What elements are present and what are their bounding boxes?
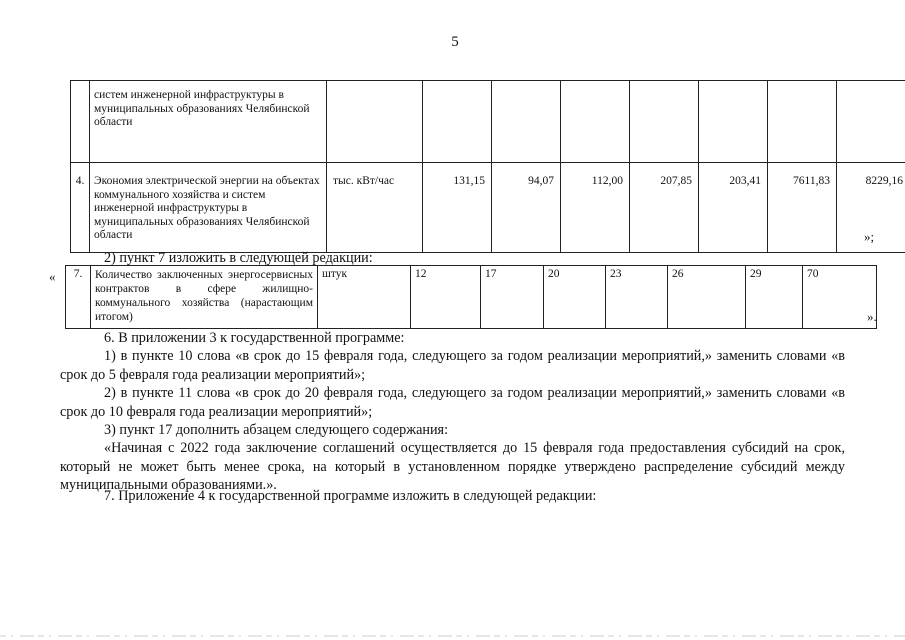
value-cell: 29 [746, 266, 803, 329]
paragraph: 3) пункт 17 дополнить абзацем следующего содержания: [104, 422, 449, 438]
value-cell: 112,00 [561, 163, 630, 253]
value-cell: 207,85 [630, 163, 699, 253]
value-cell: 12 [411, 266, 481, 329]
unit-cell: штук [318, 266, 411, 329]
scan-artifact-line [0, 632, 905, 640]
value-cell [768, 81, 837, 163]
paragraph: 6. В приложении 3 к государственной программе: [104, 330, 405, 346]
value-cell: 26 [668, 266, 746, 329]
paragraph: 1) в пункте 10 слова «в срок до 15 февраля года, следующего за годом реализации мероприятий,» заменить словами «в срок до 5 февраля года реализации мероприятий»; [60, 348, 845, 383]
point7-table [65, 265, 877, 329]
indicator-name: Количество заключенных энергосервисных контрактов в сфере жилищно-коммунального хозяйства (нарастающим итогом) [91, 266, 318, 329]
indicator-name: Экономия электрической энергии на объектах коммунального хозяйства и систем инженерной инфраструктуры в муниципальных образованиях Челябинской области [90, 163, 327, 253]
closing-quote: ». [867, 309, 877, 324]
opening-quote: « [49, 269, 56, 284]
row-number: 7. [66, 266, 91, 329]
value-cell [699, 81, 768, 163]
value-cell: 17 [481, 266, 544, 329]
closing-quote: »; [864, 229, 875, 244]
value-cell [561, 81, 630, 163]
indicators-table-continued [70, 80, 905, 253]
value-cell [837, 81, 905, 163]
value-cell [492, 81, 561, 163]
paragraph: 2) в пункте 11 слова «в срок до 20 февраля года, следующего за годом реализации мероприятий,» заменить словами «в срок до 10 февраля года реализации мероприятий»; [60, 385, 845, 420]
paragraph: 7. Приложение 4 к государственной программе изложить в следующей редакции: [104, 488, 597, 504]
value-cell: 94,07 [492, 163, 561, 253]
value-cell: 23 [606, 266, 668, 329]
table-row [71, 163, 905, 253]
value-cell: 7611,83 [768, 163, 837, 253]
unit-cell: тыс. кВт/час [327, 163, 423, 253]
value-cell [423, 81, 492, 163]
value-cell: 131,15 [423, 163, 492, 253]
value-cell: 20 [544, 266, 606, 329]
value-cell: 70 [803, 266, 877, 329]
row-number: 4. [71, 163, 90, 253]
unit-cell [327, 81, 423, 163]
paragraph: «Начиная с 2022 года заключение соглашений осуществляется до 15 февраля года предоставления субсидий на срок, который не может быть менее срока, на который в установленном порядке утверждено распределение субсидий между муниципальными образованиями.». [60, 440, 845, 493]
indicator-name: систем инженерной инфраструктуры в муниципальных образованиях Челябинской области [90, 81, 327, 163]
value-cell: 203,41 [699, 163, 768, 253]
table-row [66, 266, 877, 329]
point7-heading: 2) пункт 7 изложить в следующей редакции: [104, 250, 373, 266]
page-number: 5 [451, 34, 459, 50]
row-number [71, 81, 90, 163]
value-cell [630, 81, 699, 163]
value-cell: 8229,16 [837, 163, 905, 253]
table-row [71, 81, 905, 163]
